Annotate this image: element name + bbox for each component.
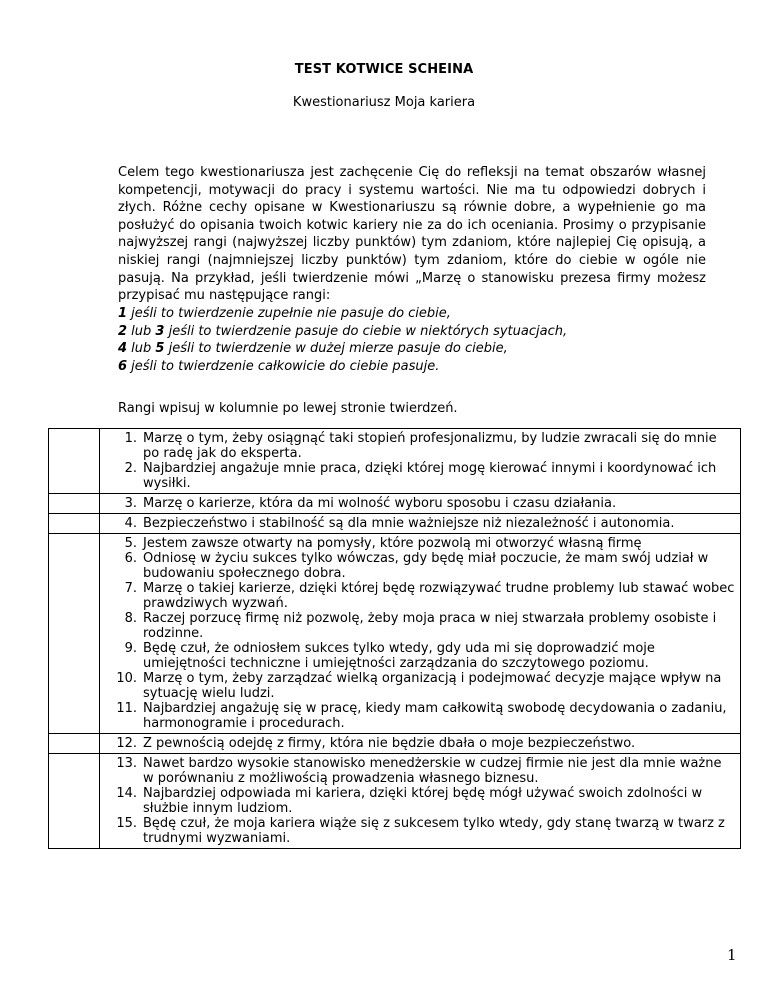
statement-number: 8. [124, 611, 137, 626]
statement-text: Jestem zawsze otwarty na pomysły, które pozwolą mi otworzyć własną firmę [143, 536, 642, 551]
statement-text: Najbardziej odpowiada mi kariera, dzięki której będę mógł używać swoich zdolności w służbie innym ludziom. [143, 786, 703, 816]
rank-input-cell[interactable] [49, 494, 100, 514]
statement-item [100, 701, 740, 731]
statement-item [100, 611, 740, 641]
statement-number: 15. [116, 816, 137, 831]
statement-text: Będę czuł, że odniosłem sukces tylko wtedy, gdy uda mi się doprowadzić moje umiejętności techniczne i umiejętności zarządzania do szczytowego poziomu. [143, 641, 655, 671]
document-subtitle: Kwestionariusz Moja kariera [292, 95, 476, 110]
table-row [49, 754, 741, 849]
statement-number: 12. [116, 736, 137, 751]
statement-cell [100, 494, 741, 514]
rank-input-cell[interactable] [49, 734, 100, 754]
statement-text: Najbardziej angażuję się w pracę, kiedy mam całkowitą swobodę decydowania o zadaniu, harmonogramie i procedurach. [143, 701, 727, 731]
statement-text: Raczej porzucę firmę niż pozwolę, żeby moja praca w niej stwarzała problemy osobiste i rodzinne. [143, 611, 717, 641]
instruction-text: Rangi wpisuj w kolumnie po lewej stronie twierdzeń. [118, 401, 458, 416]
statement-number: 1. [124, 431, 137, 446]
rank-input-cell[interactable] [49, 534, 100, 734]
statement-cell [100, 734, 741, 754]
statement-cell [100, 429, 741, 494]
statement-item [100, 671, 740, 701]
statement-number: 11. [116, 701, 137, 716]
statement-item [100, 736, 740, 751]
statement-number: 6. [124, 551, 137, 566]
statement-item [100, 536, 740, 551]
statement-item [100, 816, 740, 846]
statement-number: 13. [116, 756, 137, 771]
rank-input-cell[interactable] [49, 429, 100, 494]
statement-item [100, 786, 740, 816]
statement-number: 2. [124, 461, 137, 476]
statement-item [100, 641, 740, 671]
statement-text: Marzę o karierze, która da mi wolność wyboru sposobu i czasu działania. [143, 496, 617, 511]
statement-item [100, 431, 740, 461]
document-title: TEST KOTWICE SCHEINA [294, 62, 474, 77]
intro-paragraph: Celem tego kwestionariusza jest zachęcenie Cię do refleksji na temat obszarów własnej kompetencji, motywacji do pracy i systemu wartości. Nie ma tu odpowiedzi dobrych i złych. Różne cechy opisane w Kwestionariuszu są równie dobre, a wypełnienie go ma posłużyć do opisania twoich kotwic kariery nie za do ich oceniania. Prosimy o przypisanie najwyższej rangi (najwyższej liczby punktów) tym zdaniom, które najlepiej Cię opisują, a niskiej rangi (najmniejszej liczby punktów) tym zdaniom, które do ciebie w ogóle nie pasują. Na przykład, jeśli twierdzenie mówi „Marzę o stanowisku prezesa firmy możesz przypisać mu następujące rangi: [118, 165, 706, 304]
statement-text: Nawet bardzo wysokie stanowisko menedżerskie w cudzej firmie nie jest dla mnie ważne w porównaniu z możliwością prowadzenia własnego biznesu. [143, 756, 722, 786]
statement-number: 3. [124, 496, 137, 511]
statement-cell [100, 754, 741, 849]
rank-input-cell[interactable] [49, 754, 100, 849]
statement-number: 4. [124, 516, 137, 531]
statement-item [100, 551, 740, 581]
scale-item: 4 lub 5 jeśli to twierdzenie w dużej mierze pasuje do ciebie, [118, 341, 508, 357]
rating-scale [118, 305, 718, 375]
statement-text: Z pewnością odejdę z firmy, która nie będzie dbała o moje bezpieczeństwo. [143, 736, 636, 751]
page-number: 1 [727, 946, 737, 964]
statement-text: Najbardziej angażuje mnie praca, dzięki której mogę kierować innymi i koordynować ich wysiłki. [143, 461, 717, 491]
scale-item: 2 lub 3 jeśli to twierdzenie pasuje do ciebie w niektórych sytuacjach, [118, 323, 568, 339]
statements-table [48, 428, 741, 849]
statement-text: Marzę o tym, żeby osiągnąć taki stopień profesjonalizmu, by ludzie zwracali się do mnie po radę jak do eksperta. [143, 431, 717, 461]
table-row [49, 734, 741, 754]
statement-number: 7. [124, 581, 137, 596]
table-row [49, 534, 741, 734]
statement-item [100, 496, 740, 511]
scale-item: 6 jeśli to twierdzenie całkowicie do ciebie pasuje. [118, 358, 440, 374]
statement-text: Będę czuł, że moja kariera wiąże się z sukcesem tylko wtedy, gdy stanę twarzą w twarz z trudnymi wyzwaniami. [143, 816, 725, 846]
statement-text: Marzę o takiej karierze, dzięki której będę rozwiązywać trudne problemy lub stawać wobec prawdziwych wyzwań. [143, 581, 735, 611]
statement-item [100, 581, 740, 611]
statement-number: 10. [116, 671, 137, 686]
statement-text: Bezpieczeństwo i stabilność są dla mnie ważniejsze niż niezależność i autonomia. [143, 516, 675, 531]
statement-number: 9. [124, 641, 137, 656]
statement-number: 14. [116, 786, 137, 801]
statement-cell [100, 514, 741, 534]
table-row [49, 494, 741, 514]
scale-item: 1 jeśli to twierdzenie zupełnie nie pasuje do ciebie, [118, 306, 451, 321]
table-row [49, 429, 741, 494]
statement-cell [100, 534, 741, 734]
statement-item [100, 516, 740, 531]
statement-text: Odniosę w życiu sukces tylko wówczas, gdy będę miał poczucie, że mam swój udział w budowaniu społecznego dobra. [143, 551, 709, 581]
statement-number: 5. [124, 536, 137, 551]
statement-item [100, 756, 740, 786]
table-row [49, 514, 741, 534]
statement-item [100, 461, 740, 491]
rank-input-cell[interactable] [49, 514, 100, 534]
statement-text: Marzę o tym, żeby zarządzać wielką organizacją i podejmować decyzje mające wpływ na sytuację wielu ludzi. [143, 671, 722, 701]
